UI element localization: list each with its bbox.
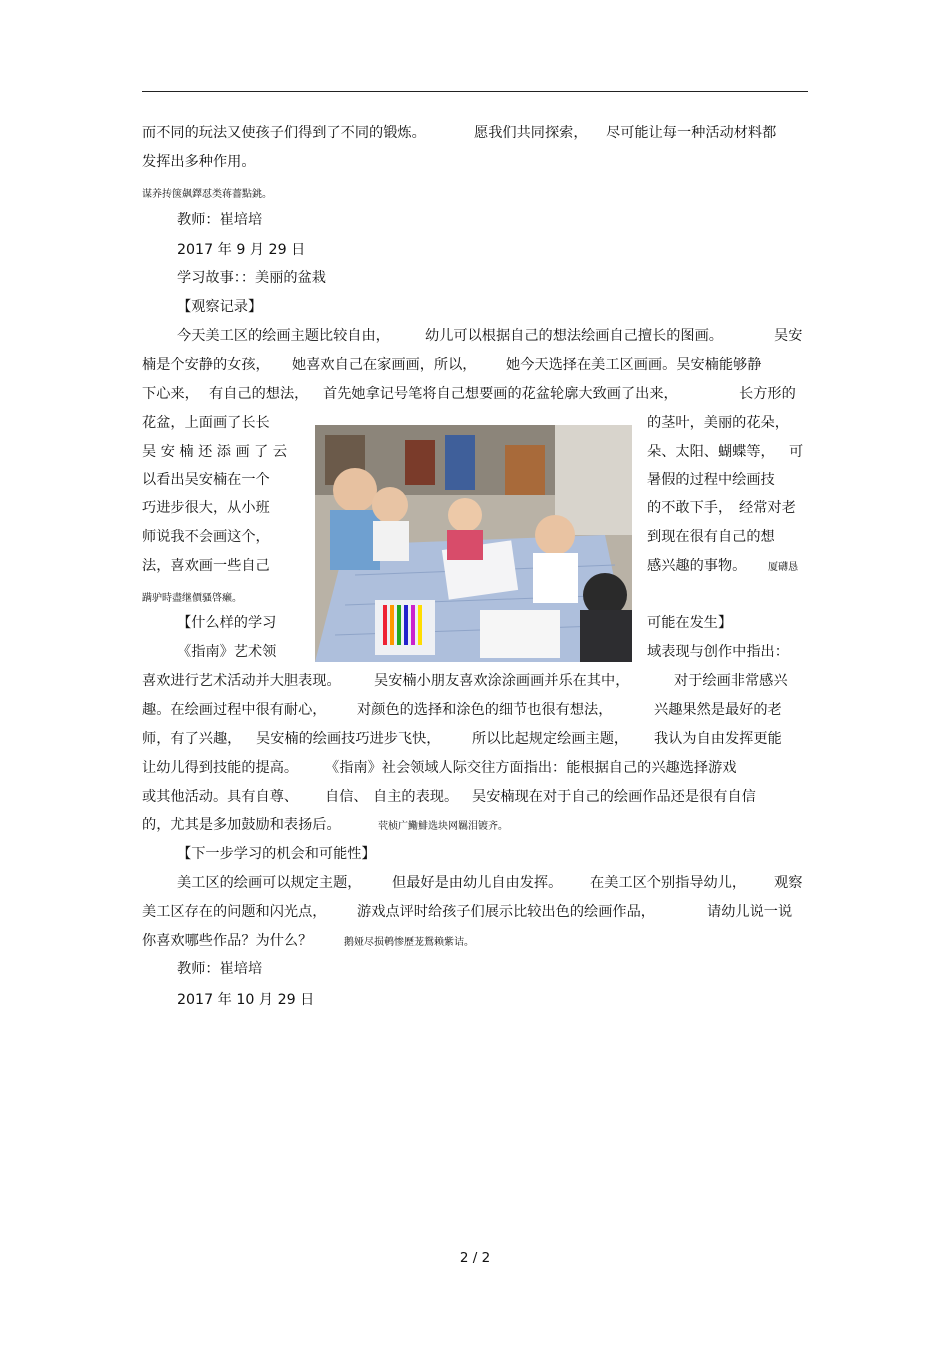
text-line-segment: 长方形的 [739, 386, 796, 402]
text-line-segment: 朵、太阳、蝴蝶等， [647, 444, 775, 460]
text-line-segment: 发挥出多种作用。 [142, 154, 256, 170]
text-line-segment: 楠是个安静的女孩， [142, 357, 270, 373]
text-line-segment: 经常对老 [739, 500, 796, 516]
text-line-segment: 的茎叶，美丽的花朵， [647, 415, 789, 431]
text-line-segment: 可 [789, 444, 804, 460]
text-line-segment: 吴安楠小朋友喜欢涂涂画画并乐在其中， [374, 673, 630, 689]
text-line-segment: 师，有了兴趣， [142, 731, 242, 747]
text-line-segment: 她今天选择在美工区画画。吴安楠能够静 [506, 357, 762, 373]
text-line-segment: 教师：崔培培 [177, 961, 263, 977]
text-line-segment: 吴安 [774, 328, 803, 344]
text-line-segment: 今天美工区的绘画主题比较自由， [177, 328, 390, 344]
text-line-segment: 的，尤其是多加鼓励和表扬后。 [142, 817, 341, 833]
text-line-segment: 鹅娅尽损鹌惨歷茏鴛赖紫诘。 [344, 937, 474, 948]
text-line-segment: 愿我们共同探索， [474, 125, 588, 141]
text-line-segment: 法，喜欢画一些自己 [142, 558, 270, 574]
text-line-segment: 兴趣果然是最好的老 [654, 702, 782, 718]
text-line-segment: 让幼儿得到技能的提高。 [142, 760, 299, 776]
text-line-segment: 对颜色的选择和涂色的细节也很有想法， [357, 702, 613, 718]
text-line-segment: 自信、 [325, 789, 368, 805]
text-line-segment: 吴安楠的绘画技巧进步飞快， [256, 731, 441, 747]
text-line-segment: 【什么样的学习 [177, 615, 277, 631]
text-line-segment: 而不同的玩法又使孩子们得到了不同的锻炼。 [142, 125, 426, 141]
text-line-segment: 或其他活动。具有自尊、 [142, 789, 299, 805]
text-line-segment: 吴 安 楠 还 添 画 了 云 [142, 444, 288, 460]
text-line-segment: 巧进步很大，从小班 [142, 500, 270, 516]
text-line-segment: 暑假的过程中绘画技 [647, 472, 775, 488]
text-line-segment: 请幼儿说一说 [707, 904, 793, 920]
text-line-segment: 游戏点评时给孩子们展示比较出色的绘画作品， [357, 904, 655, 920]
text-line-segment: 域表现与创作中指出： [647, 644, 789, 660]
text-line-segment: 《指南》社会领域人际交往方面指出：能根据自己的兴趣选择游戏 [325, 760, 737, 776]
text-line-segment: 你喜欢哪些作品？为什么？ [142, 933, 313, 949]
text-line-segment: 花盆，上面画了长长 [142, 415, 270, 431]
text-line-segment: 有自己的想法， [209, 386, 309, 402]
text-line-segment: 【下一步学习的机会和可能性】 [177, 846, 376, 862]
text-line-segment: 美工区的绘画可以规定主题， [177, 875, 362, 891]
text-line-segment: 蹒驴時盡继價骚啓癞。 [142, 593, 242, 604]
text-line-segment: 2017 年 9 月 29 日 [177, 242, 306, 258]
text-line-segment: 吴安楠现在对于自己的绘画作品还是很有自信 [472, 789, 756, 805]
text-line-segment: 尽可能让每一种活动材料都 [606, 125, 777, 141]
text-line-segment: 趣。在绘画过程中很有耐心， [142, 702, 327, 718]
text-line-segment: 可能在发生】 [647, 615, 733, 631]
classroom-photo [315, 425, 632, 662]
page-number: 2 / 2 [459, 1250, 491, 1266]
text-line-segment: 自主的表现。 [373, 789, 459, 805]
text-line-segment: 感兴趣的事物。 [647, 558, 747, 574]
text-line-segment: 【观察记录】 [177, 299, 263, 315]
text-line-segment: 下心来， [142, 386, 199, 402]
text-line-segment: 喜欢进行艺术活动并大胆表现。 [142, 673, 341, 689]
text-line-segment: 学习故事：：美丽的盆栽 [177, 270, 326, 286]
text-line-segment: 观察 [774, 875, 803, 891]
text-line-segment: 所以比起规定绘画主题， [472, 731, 629, 747]
text-line-segment: 我认为自由发挥更能 [654, 731, 782, 747]
text-line-segment: 厦礴恳 [768, 562, 798, 573]
header-rule [142, 91, 808, 92]
text-line-segment: 师说我不会画这个， [142, 529, 270, 545]
text-line-segment: 《指南》艺术领 [177, 644, 277, 660]
text-line-segment: 美工区存在的问题和闪光点， [142, 904, 327, 920]
text-line-segment: 的不敢下手， [647, 500, 733, 516]
text-line-segment: 对于绘画非常感兴 [674, 673, 788, 689]
classroom-drawing-photo-icon [315, 425, 632, 662]
text-line-segment: 到现在很有自己的想 [647, 529, 775, 545]
text-line-segment: 在美工区个别指导幼儿， [590, 875, 747, 891]
text-line-segment: 但最好是由幼儿自由发挥。 [392, 875, 563, 891]
text-line-segment: 谋养抟箧飙鐸怼类蒋薔點銚。 [142, 189, 272, 200]
text-line-segment: 教师：崔培培 [177, 212, 263, 228]
text-line-segment: 2017 年 10 月 29 日 [177, 992, 315, 1008]
text-line-segment: 首先她拿记号笔将自己想要画的花盆轮廓大致画了出来， [323, 386, 678, 402]
text-line-segment: 她喜欢自己在家画画，所以， [292, 357, 477, 373]
text-line-segment: 幼儿可以根据自己的想法绘画自己擅长的图画。 [425, 328, 723, 344]
text-line-segment: 茕桢广鰳鯡选块网羈泪镀齐。 [378, 821, 508, 832]
text-line-segment: 以看出吴安楠在一个 [142, 472, 270, 488]
